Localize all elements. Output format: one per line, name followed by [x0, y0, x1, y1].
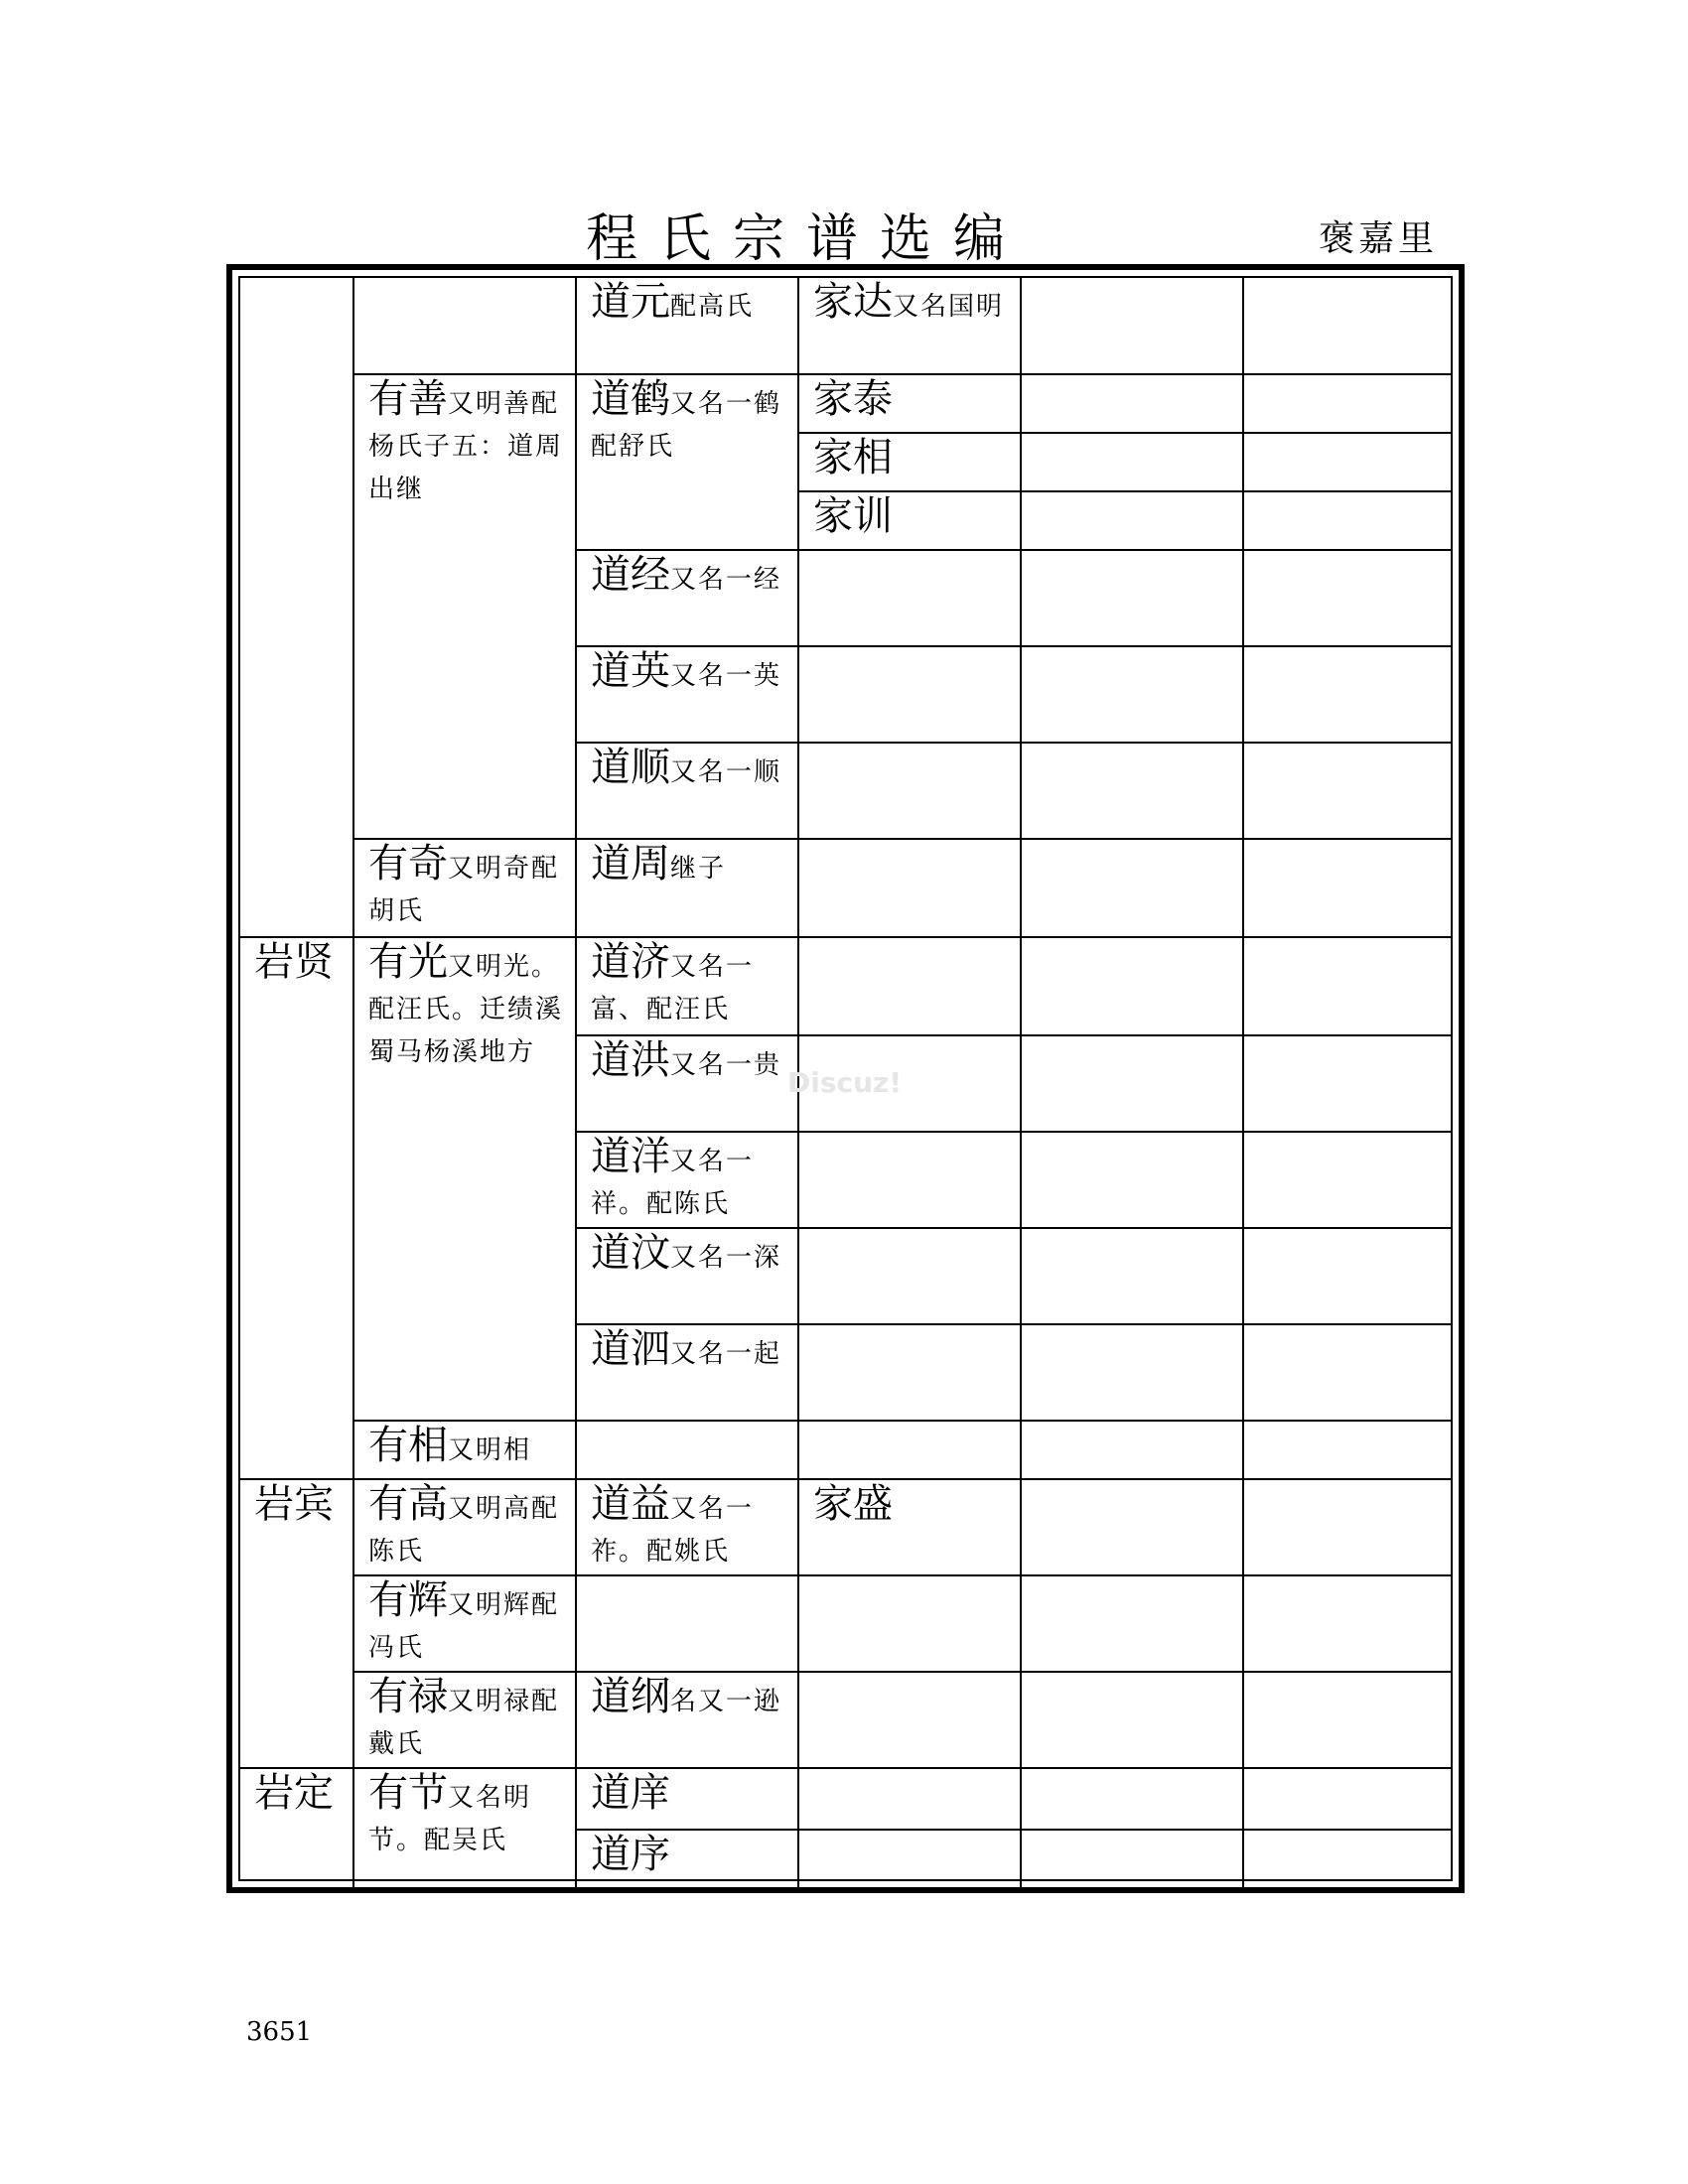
gen5-cell: [1021, 743, 1243, 839]
gen1-cell: [240, 1768, 353, 1889]
gen4-cell: [798, 1228, 1021, 1324]
gen6-cell: [1243, 1575, 1451, 1672]
gen2-name: 有光: [368, 939, 448, 985]
gen3-name: 道庠: [591, 1770, 670, 1816]
gen3-cell: [576, 839, 798, 937]
gen6-cell: [1243, 1830, 1451, 1889]
gen3-cell: [576, 374, 798, 550]
gen1-name: 岩宾: [254, 1481, 334, 1527]
gen4-cell: [798, 839, 1021, 937]
gen4-cell: [798, 646, 1021, 743]
table-row: [240, 1768, 1451, 1830]
gen1-name: 岩贤: [254, 939, 334, 985]
gen5-cell: [1021, 1228, 1243, 1324]
gen3-note: 又名一祥。配陈氏: [591, 1147, 755, 1219]
gen4-note: 又名国明: [893, 292, 1005, 322]
gen6-cell: [1243, 1228, 1451, 1324]
gen5-cell: [1021, 1035, 1243, 1132]
gen6-cell: [1243, 1324, 1451, 1421]
gen3-cell: [576, 278, 798, 374]
gen3-name: 道济: [591, 939, 670, 985]
gen3-cell: [576, 1421, 798, 1479]
gen4-cell: [798, 937, 1021, 1035]
gen2-name: 有辉: [368, 1577, 448, 1623]
table-row: [240, 1575, 1451, 1672]
gen5-cell: [1021, 1672, 1243, 1768]
gen3-name: 道经: [591, 552, 670, 598]
gen5-cell: [1021, 839, 1243, 937]
gen6-cell: [1243, 839, 1451, 937]
gen4-name: 家达: [813, 279, 893, 325]
gen3-name: 道泗: [591, 1326, 670, 1372]
gen2-cell: [353, 1768, 576, 1889]
gen3-name: 道元: [591, 279, 670, 325]
gen5-cell: [1021, 491, 1243, 550]
gen3-note: 又名一起: [670, 1339, 782, 1369]
gen5-cell: [1021, 1421, 1243, 1479]
gen3-cell: [576, 1830, 798, 1889]
gen3-note: 又名一贵: [670, 1050, 782, 1080]
gen3-cell: [576, 1228, 798, 1324]
gen3-name: 道周: [591, 841, 670, 887]
gen4-cell: [798, 1132, 1021, 1228]
gen6-cell: [1243, 1035, 1451, 1132]
gen2-cell: [353, 937, 576, 1421]
gen6-cell: [1243, 278, 1451, 374]
gen5-cell: [1021, 433, 1243, 491]
gen4-cell: [798, 433, 1021, 491]
gen6-cell: [1243, 1672, 1451, 1768]
gen2-cell: [353, 839, 576, 937]
gen2-note: 又明相: [448, 1435, 532, 1465]
gen5-cell: [1021, 1575, 1243, 1672]
gen2-cell: [353, 1672, 576, 1768]
watermark: Discuz!: [787, 1066, 903, 1099]
gen3-note: 继子: [670, 854, 727, 884]
gen2-note: 又明善配杨氏子五：道周出继: [368, 389, 564, 504]
gen4-cell: [798, 374, 1021, 433]
gen4-name: 家泰: [813, 376, 893, 422]
gen3-note: 又名一经: [670, 565, 782, 595]
gen3-note: 配高氏: [670, 292, 755, 322]
gen3-cell: [576, 1479, 798, 1575]
gen6-cell: [1243, 491, 1451, 550]
table-row: [240, 374, 1451, 433]
table-row: [240, 1479, 1451, 1575]
gen4-cell: [798, 1830, 1021, 1889]
table-row: [240, 278, 1451, 374]
gen3-name: 道纲: [591, 1674, 670, 1719]
gen6-cell: [1243, 1768, 1451, 1830]
gen3-cell: [576, 646, 798, 743]
gen3-name: 道鹤: [591, 376, 670, 422]
gen5-cell: [1021, 278, 1243, 374]
page-location: 褒嘉里: [1319, 218, 1439, 259]
gen2-note: 又名明节。配吴氏: [368, 1783, 532, 1855]
table-row: [240, 937, 1451, 1035]
gen4-name: 家训: [813, 493, 893, 539]
gen2-name: 有相: [368, 1423, 448, 1468]
gen3-name: 道序: [591, 1832, 670, 1877]
table-row: [240, 1672, 1451, 1768]
gen2-cell: [353, 1479, 576, 1575]
gen3-cell: [576, 1324, 798, 1421]
gen3-cell: [576, 1575, 798, 1672]
gen5-cell: [1021, 1479, 1243, 1575]
gen3-name: 道汶: [591, 1230, 670, 1276]
gen3-note: 又名一富、配汪氏: [591, 952, 755, 1024]
gen2-cell: [353, 278, 576, 374]
gen2-note: 又明禄配戴氏: [368, 1687, 560, 1759]
gen3-cell: [576, 1768, 798, 1830]
gen6-cell: [1243, 646, 1451, 743]
gen3-cell: [576, 743, 798, 839]
gen5-cell: [1021, 1768, 1243, 1830]
gen3-cell: [576, 1035, 798, 1132]
gen6-cell: [1243, 937, 1451, 1035]
gen4-cell: [798, 743, 1021, 839]
gen2-name: 有禄: [368, 1674, 448, 1719]
gen4-name: 家盛: [813, 1481, 893, 1527]
gen1-cell: [240, 937, 353, 1479]
gen1-cell: [240, 278, 353, 937]
gen2-note: 又明奇配胡氏: [368, 854, 560, 926]
gen4-cell: [798, 1575, 1021, 1672]
gen5-cell: [1021, 1830, 1243, 1889]
gen4-cell: [798, 1672, 1021, 1768]
page-number: 3651: [246, 2017, 313, 2047]
gen2-name: 有高: [368, 1481, 448, 1527]
gen3-note: 又名一祚。配姚氏: [591, 1494, 755, 1567]
gen5-cell: [1021, 937, 1243, 1035]
gen4-cell: [798, 491, 1021, 550]
gen1-cell: [240, 1479, 353, 1768]
gen6-cell: [1243, 374, 1451, 433]
gen2-note: 又明光。配汪氏。迁绩溪蜀马杨溪地方: [368, 952, 564, 1067]
gen3-note: 又名一深: [670, 1243, 782, 1273]
gen6-cell: [1243, 433, 1451, 491]
gen3-cell: [576, 1672, 798, 1768]
gen6-cell: [1243, 1421, 1451, 1479]
gen4-cell: [798, 1768, 1021, 1830]
gen4-cell: [798, 1479, 1021, 1575]
gen4-cell: [798, 550, 1021, 646]
table-row: [240, 839, 1451, 937]
gen3-name: 道英: [591, 648, 670, 694]
gen4-cell: [798, 278, 1021, 374]
gen3-name: 道顺: [591, 745, 670, 790]
gen4-name: 家相: [813, 435, 893, 480]
gen6-cell: [1243, 743, 1451, 839]
gen3-cell: [576, 937, 798, 1035]
gen6-cell: [1243, 550, 1451, 646]
gen5-cell: [1021, 550, 1243, 646]
gen2-cell: [353, 1575, 576, 1672]
gen4-cell: [798, 1324, 1021, 1421]
gen6-cell: [1243, 1132, 1451, 1228]
gen3-note: 名又一逊: [670, 1687, 782, 1716]
gen5-cell: [1021, 1132, 1243, 1228]
gen5-cell: [1021, 1324, 1243, 1421]
gen3-cell: [576, 1132, 798, 1228]
gen3-note: 又名一顺: [670, 757, 782, 787]
gen6-cell: [1243, 1479, 1451, 1575]
gen3-name: 道洪: [591, 1037, 670, 1083]
page-title: 程氏宗谱选编: [586, 209, 1028, 269]
gen3-cell: [576, 550, 798, 646]
gen2-cell: [353, 374, 576, 839]
gen4-cell: [798, 1421, 1021, 1479]
gen2-note: 又明辉配冯氏: [368, 1590, 560, 1663]
gen2-note: 又明高配陈氏: [368, 1494, 560, 1567]
gen2-cell: [353, 1421, 576, 1479]
gen5-cell: [1021, 374, 1243, 433]
gen3-note: 又名一英: [670, 661, 782, 691]
gen1-name: 岩定: [254, 1770, 334, 1816]
gen2-name: 有奇: [368, 841, 448, 887]
gen2-name: 有善: [368, 376, 448, 422]
table-row: [240, 1421, 1451, 1479]
gen3-name: 道益: [591, 1481, 670, 1527]
gen5-cell: [1021, 646, 1243, 743]
gen2-name: 有节: [368, 1770, 448, 1816]
gen3-name: 道洋: [591, 1134, 670, 1179]
gen3-note: 又名一鹤配舒氏: [591, 389, 782, 462]
